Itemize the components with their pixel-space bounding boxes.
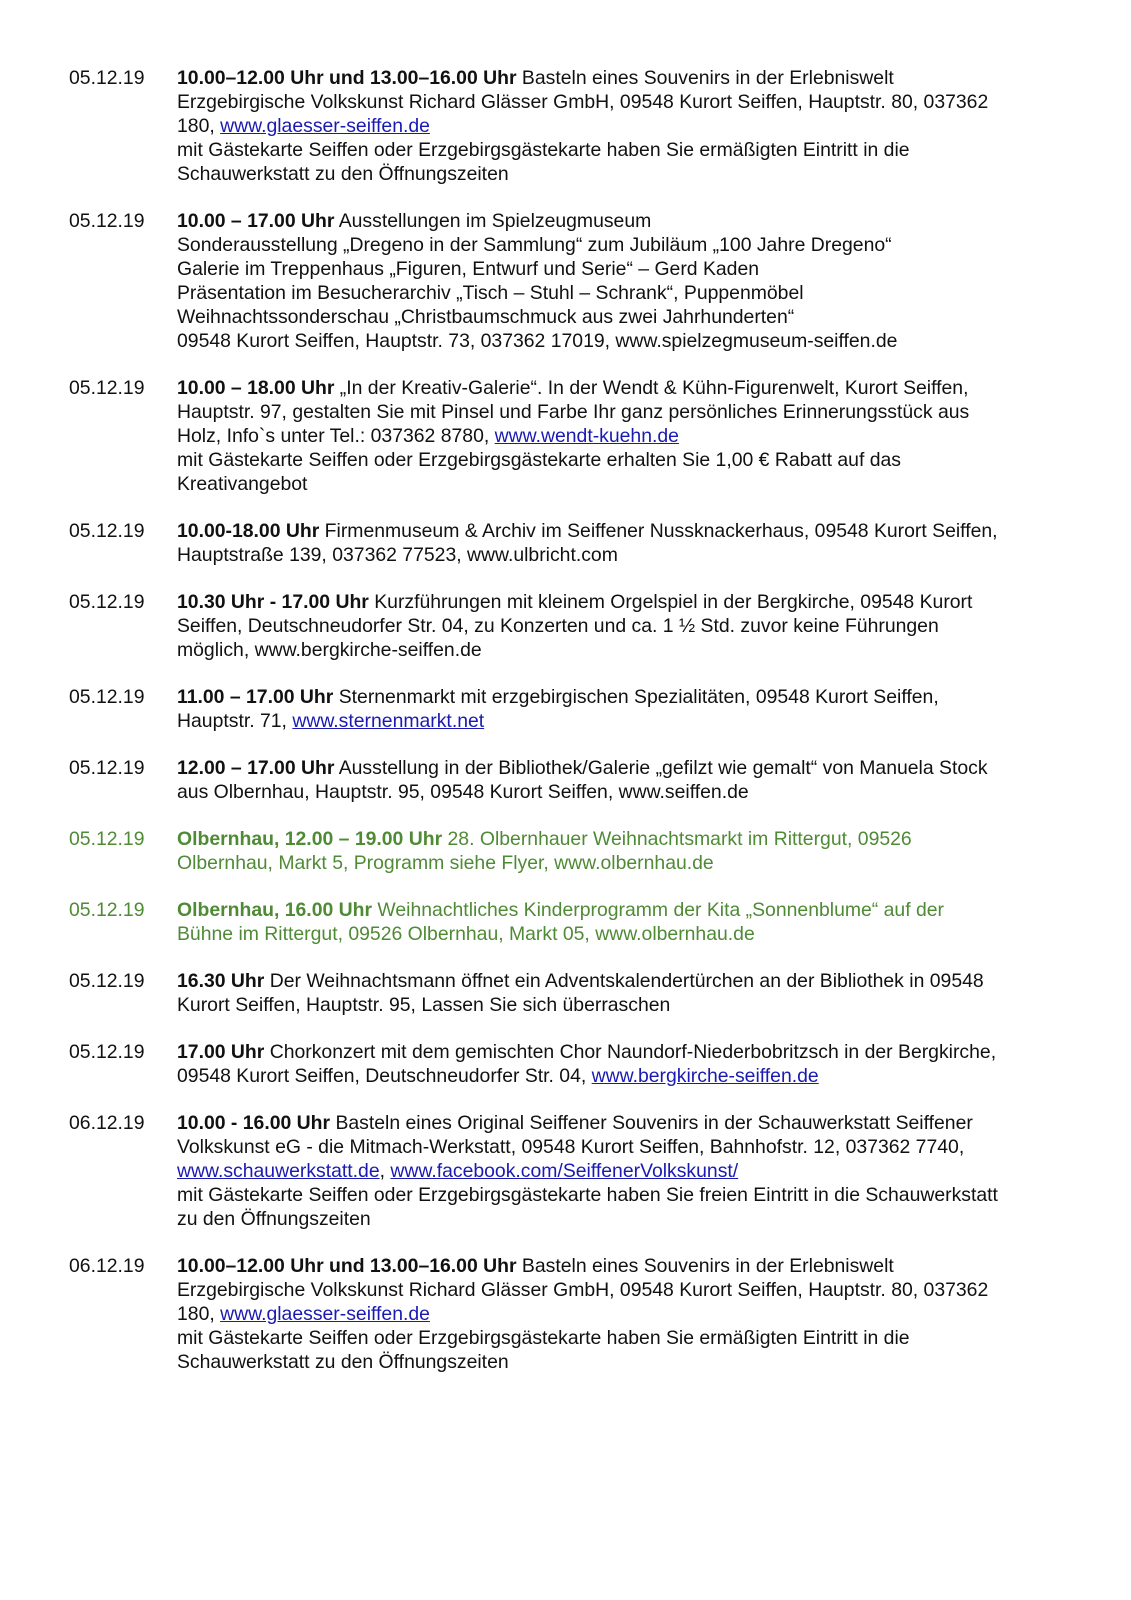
description-line (177, 1183, 1077, 1207)
description-line (177, 1135, 1077, 1159)
description-line (177, 851, 1077, 875)
event-text: aus Olbernhau, Hauptstr. 95, 09548 Kurort Seiffen, www.seiffen.de (177, 781, 749, 803)
event-description (177, 969, 1077, 1017)
description-line (177, 1207, 1077, 1231)
event-description (177, 209, 1077, 353)
event-text: Basteln eines Original Seiffener Souvenirs in der Schauwerkstatt Seiffener (330, 1112, 973, 1134)
description-line (177, 1302, 1077, 1326)
event-text: Chorkonzert mit dem gemischten Chor Naundorf-Niederbobritzsch in der Bergkirche, (264, 1041, 997, 1063)
event-entry (0, 1254, 1131, 1374)
event-time: 10.00-18.00 Uhr (177, 520, 320, 542)
event-date: 06.12.19 (69, 1255, 145, 1277)
event-text: möglich, www.bergkirche-seiffen.de (177, 639, 482, 661)
description-line (177, 472, 1077, 496)
description-line (177, 756, 1077, 780)
description-line (177, 1326, 1077, 1350)
event-text: Basteln eines Souvenirs in der Erlebniswelt (516, 67, 894, 89)
description-line (177, 780, 1077, 804)
event-entry (0, 209, 1131, 353)
description-line (177, 233, 1077, 257)
event-date: 05.12.19 (69, 520, 145, 542)
event-time: Olbernhau, 16.00 Uhr (177, 899, 373, 921)
event-description (177, 685, 1077, 733)
event-text: Schauwerkstatt zu den Öffnungszeiten (177, 1351, 509, 1373)
event-description (177, 1040, 1077, 1088)
description-line (177, 305, 1077, 329)
description-line (177, 138, 1077, 162)
description-line (177, 400, 1077, 424)
event-text: Bühne im Rittergut, 09526 Olbernhau, Markt 05, www.olbernhau.de (177, 923, 755, 945)
event-text: Ausstellung in der Bibliothek/Galerie „gefilzt wie gemalt“ von Manuela Stock (334, 757, 988, 779)
event-time: 10.00 – 17.00 Uhr (177, 210, 335, 232)
description-line (177, 209, 1077, 233)
description-line (177, 993, 1077, 1017)
event-text: 09548 Kurort Seiffen, Hauptstr. 73, 037362 17019, www.spielzegmuseum-seiffen.de (177, 330, 898, 352)
event-date: 05.12.19 (69, 210, 145, 232)
event-description (177, 898, 1077, 946)
event-text: Seiffen, Deutschneudorfer Str. 04, zu Konzerten und ca. 1 ½ Std. zuvor keine Führungen (177, 615, 939, 637)
event-text: 28. Olbernhauer Weihnachtsmarkt im Rittergut, 09526 (442, 828, 912, 850)
event-text: Der Weihnachtsmann öffnet ein Adventskalendertürchen an der Bibliothek in 09548 (264, 970, 984, 992)
event-description (177, 590, 1077, 662)
event-entry (0, 756, 1131, 804)
event-date: 05.12.19 (69, 828, 145, 850)
event-time: Olbernhau, 12.00 – 19.00 Uhr (177, 828, 443, 850)
event-text: Sternenmarkt mit erzgebirgischen Spezialitäten, 09548 Kurort Seiffen, (333, 686, 939, 708)
event-description (177, 827, 1077, 875)
event-text: , (379, 1160, 391, 1182)
event-description (177, 66, 1077, 186)
event-description (177, 519, 1077, 567)
description-line (177, 519, 1077, 543)
event-text: Galerie im Treppenhaus „Figuren, Entwurf und Serie“ – Gerd Kaden (177, 258, 760, 280)
event-time: 17.00 Uhr (177, 1041, 265, 1063)
event-text: Sonderausstellung „Dregeno in der Sammlung“ zum Jubiläum „100 Jahre Dregeno“ (177, 234, 892, 256)
description-line (177, 614, 1077, 638)
event-text: Holz, Info`s unter Tel.: 037362 8780, (177, 425, 495, 447)
description-line (177, 1064, 1077, 1088)
event-entry (0, 685, 1131, 733)
event-text: zu den Öffnungszeiten (177, 1208, 371, 1230)
website-link[interactable]: www.bergkirche-seiffen.de (591, 1065, 819, 1087)
event-time: 10.00 – 18.00 Uhr (177, 377, 335, 399)
event-description (177, 756, 1077, 804)
event-text: Kreativangebot (177, 473, 308, 495)
event-text: Weihnachtssonderschau „Christbaumschmuck aus zwei Jahrhunderten“ (177, 306, 795, 328)
event-text: Hauptstr. 97, gestalten Sie mit Pinsel und Farbe Ihr ganz persönliches Erinnerungsstück aus (177, 401, 970, 423)
description-line (177, 922, 1077, 946)
event-entry (0, 66, 1131, 186)
event-text: Erzgebirgische Volkskunst Richard Glässer GmbH, 09548 Kurort Seiffen, Hauptstr. 80, 037362 (177, 1279, 989, 1301)
event-entry (0, 969, 1131, 1017)
website-link[interactable]: www.glaesser-seiffen.de (220, 1303, 430, 1325)
description-line (177, 281, 1077, 305)
event-date: 05.12.19 (69, 377, 145, 399)
description-line (177, 969, 1077, 993)
description-line (177, 329, 1077, 353)
event-description (177, 376, 1077, 496)
event-date: 05.12.19 (69, 67, 145, 89)
description-line (177, 685, 1077, 709)
event-entry (0, 1040, 1131, 1088)
event-entry (0, 898, 1131, 946)
event-entry (0, 1111, 1131, 1231)
event-date: 05.12.19 (69, 591, 145, 613)
event-text: 180, (177, 115, 221, 137)
event-text: 180, (177, 1303, 221, 1325)
event-text: Firmenmuseum & Archiv im Seiffener Nussknackerhaus, 09548 Kurort Seiffen, (319, 520, 998, 542)
description-line (177, 543, 1077, 567)
description-line (177, 590, 1077, 614)
event-text: Erzgebirgische Volkskunst Richard Glässer GmbH, 09548 Kurort Seiffen, Hauptstr. 80, 037362 (177, 91, 989, 113)
event-date: 05.12.19 (69, 899, 145, 921)
event-text: Weihnachtliches Kinderprogramm der Kita „Sonnenblume“ auf der (372, 899, 945, 921)
event-text: Volkskunst eG - die Mitmach-Werkstatt, 09548 Kurort Seiffen, Bahnhofstr. 12, 037362 7740, (177, 1136, 965, 1158)
event-text: mit Gästekarte Seiffen oder Erzgebirgsgästekarte haben Sie freien Eintritt in die Schauwerkstatt (177, 1184, 998, 1206)
website-link[interactable]: www.facebook.com/SeiffenerVolkskunst/ (390, 1160, 739, 1182)
event-description (177, 1254, 1077, 1374)
event-time: 10.00–12.00 Uhr und 13.00–16.00 Uhr (177, 1255, 517, 1277)
description-line (177, 448, 1077, 472)
description-line (177, 162, 1077, 186)
description-line (177, 66, 1077, 90)
event-text: Kurort Seiffen, Hauptstr. 95, Lassen Sie sich überraschen (177, 994, 671, 1016)
event-text: Basteln eines Souvenirs in der Erlebniswelt (516, 1255, 894, 1277)
description-line (177, 376, 1077, 400)
event-date: 05.12.19 (69, 1041, 145, 1063)
event-time: 10.30 Uhr - 17.00 Uhr (177, 591, 369, 613)
description-line (177, 709, 1077, 733)
event-date: 06.12.19 (69, 1112, 145, 1134)
event-text: mit Gästekarte Seiffen oder Erzgebirgsgästekarte erhalten Sie 1,00 € Rabatt auf das (177, 449, 901, 471)
event-description (177, 1111, 1077, 1231)
event-date: 05.12.19 (69, 970, 145, 992)
description-line (177, 114, 1077, 138)
event-text: „In der Kreativ-Galerie“. In der Wendt & Kühn-Figurenwelt, Kurort Seiffen, (334, 377, 969, 399)
event-text: 09548 Kurort Seiffen, Deutschneudorfer Str. 04, (177, 1065, 592, 1087)
description-line (177, 1278, 1077, 1302)
event-text: Ausstellungen im Spielzeugmuseum (334, 210, 652, 232)
event-entry (0, 827, 1131, 875)
event-text: Kurzführungen mit kleinem Orgelspiel in der Bergkirche, 09548 Kurort (368, 591, 973, 613)
description-line (177, 257, 1077, 281)
event-time: 11.00 – 17.00 Uhr (177, 686, 334, 708)
event-text: Schauwerkstatt zu den Öffnungszeiten (177, 163, 509, 185)
description-line (177, 1254, 1077, 1278)
description-line (177, 1111, 1077, 1135)
event-text: mit Gästekarte Seiffen oder Erzgebirgsgästekarte haben Sie ermäßigten Eintritt in die (177, 1327, 910, 1349)
event-time: 10.00 - 16.00 Uhr (177, 1112, 331, 1134)
event-time: 12.00 – 17.00 Uhr (177, 757, 335, 779)
event-text: Hauptstraße 139, 037362 77523, www.ulbricht.com (177, 544, 618, 566)
description-line (177, 898, 1077, 922)
website-link[interactable]: www.glaesser-seiffen.de (220, 115, 430, 137)
event-entry (0, 519, 1131, 567)
description-line (177, 1159, 1077, 1183)
description-line (177, 638, 1077, 662)
event-text: Präsentation im Besucherarchiv „Tisch – Stuhl – Schrank“, Puppenmöbel (177, 282, 804, 304)
description-line (177, 827, 1077, 851)
event-entry (0, 590, 1131, 662)
event-date: 05.12.19 (69, 757, 145, 779)
event-text: Hauptstr. 71, (177, 710, 293, 732)
website-link[interactable]: www.wendt-kuehn.de (494, 425, 679, 447)
description-line (177, 424, 1077, 448)
event-entry (0, 376, 1131, 496)
event-text: mit Gästekarte Seiffen oder Erzgebirgsgästekarte haben Sie ermäßigten Eintritt in die (177, 139, 910, 161)
description-line (177, 1350, 1077, 1374)
event-time: 10.00–12.00 Uhr und 13.00–16.00 Uhr (177, 67, 517, 89)
website-link[interactable]: www.sternenmarkt.net (292, 710, 485, 732)
event-text: Olbernhau, Markt 5, Programm siehe Flyer, www.olbernhau.de (177, 852, 714, 874)
event-date: 05.12.19 (69, 686, 145, 708)
event-time: 16.30 Uhr (177, 970, 265, 992)
website-link[interactable]: www.schauwerkstatt.de (177, 1160, 380, 1182)
description-line (177, 90, 1077, 114)
description-line (177, 1040, 1077, 1064)
